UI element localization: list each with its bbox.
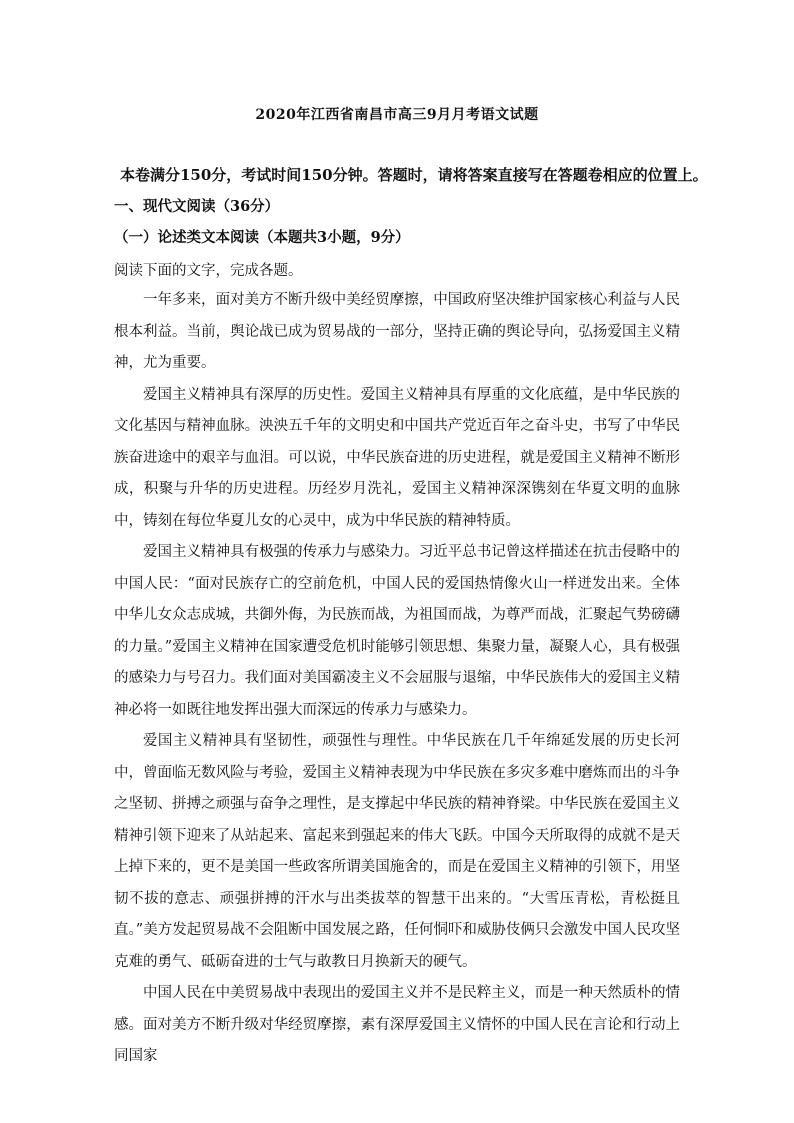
paragraph: 爱国主义精神具有极强的传承力与感染力。习近平总书记曾这样描述在抗击侵略中的中国人民：“面对民族存亡的空前危机，中国人民的爱国热情像火山一样迸发出来。全体中华儿女众志成城，共御外侮，为民族而战，为祖国而战，为尊严而战，汇聚起气势磅礴的力量。”爱国主义精神在国家遭受危机时能够引领思想、集聚力量，凝聚人心，具有极强的感染力与号召力。我们面对美国霸凌主义不会屈服与退缩，中华民族伟大的爱国主义精神必将一如既往地发挥出强大而深远的传承力与感染力。 xyxy=(114,544,680,718)
article-body xyxy=(114,285,680,1073)
exam-note: 本卷满分150分，考试时间150分钟。答题时，请将答案直接写在答题卷相应的位置上。 xyxy=(120,166,708,184)
paragraph: 一年多来，面对美方不断升级中美经贸摩擦，中国政府坚决维护国家核心利益与人民根本利益。当前，舆论战已成为贸易战的一部分，坚持正确的舆论导向，弘扬爱国主义精神，尤为重要。 xyxy=(114,292,680,371)
instruction-text: 阅读下面的文字，完成各题。 xyxy=(114,263,303,279)
paragraph: 爱国主义精神具有坚韧性，顽强性与理性。中华民族在几千年绵延发展的历史长河中，曾面临无数风险与考验，爱国主义精神表现为中华民族在多灾多难中磨炼而出的斗争之坚韧、拼搏之顽强与奋争之理性，是支撑起中华民族的精神脊梁。中华民族在爱国主义精神引领下迎来了从站起来、富起来到强起来的伟大飞跃。中国今天所取得的成就不是天上掉下来的，更不是美国一些政客所谓美国施舍的，而是在爱国主义精神的引领下，用坚韧不拔的意志、顽强拼搏的汗水与出类拔萃的智慧干出来的。“大雪压青松，青松挺且直。”美方发起贸易战不会阻断中国发展之路，任何恫吓和威胁伎俩只会激发中国人民攻坚克难的勇气、砥砺奋进的士气与敢教日月换新天的硬气。 xyxy=(114,733,680,970)
section-heading: 一、现代文阅读（36分） xyxy=(114,198,280,215)
paragraph: 爱国主义精神具有深厚的历史性。爱国主义精神具有厚重的文化底蕴，是中华民族的文化基因与精神血脉。泱泱五千年的文明史和中国共产党近百年之奋斗史，书写了中华民族奋进途中的艰辛与血泪。可以说，中华民族奋进的历史进程，就是爱国主义精神不断形成，积聚与升华的历史进程。历经岁月洗礼，爱国主义精神深深镌刻在华夏文明的血脉中，铸刻在每位华夏儿女的心灵中，成为中华民族的精神特质。 xyxy=(114,386,680,529)
subsection-heading: （一）论述类文本阅读（本题共3小题，9分） xyxy=(114,229,410,246)
paragraph: 中国人民在中美贸易战中表现出的爱国主义并不是民粹主义，而是一种天然质朴的情感。面对美方不断升级对华经贸摩擦，素有深厚爱国主义情怀的中国人民在言论和行动上同国家 xyxy=(114,985,680,1064)
document-title: 2020年江西省南昌市高三9月月考语文试题 xyxy=(255,107,539,123)
